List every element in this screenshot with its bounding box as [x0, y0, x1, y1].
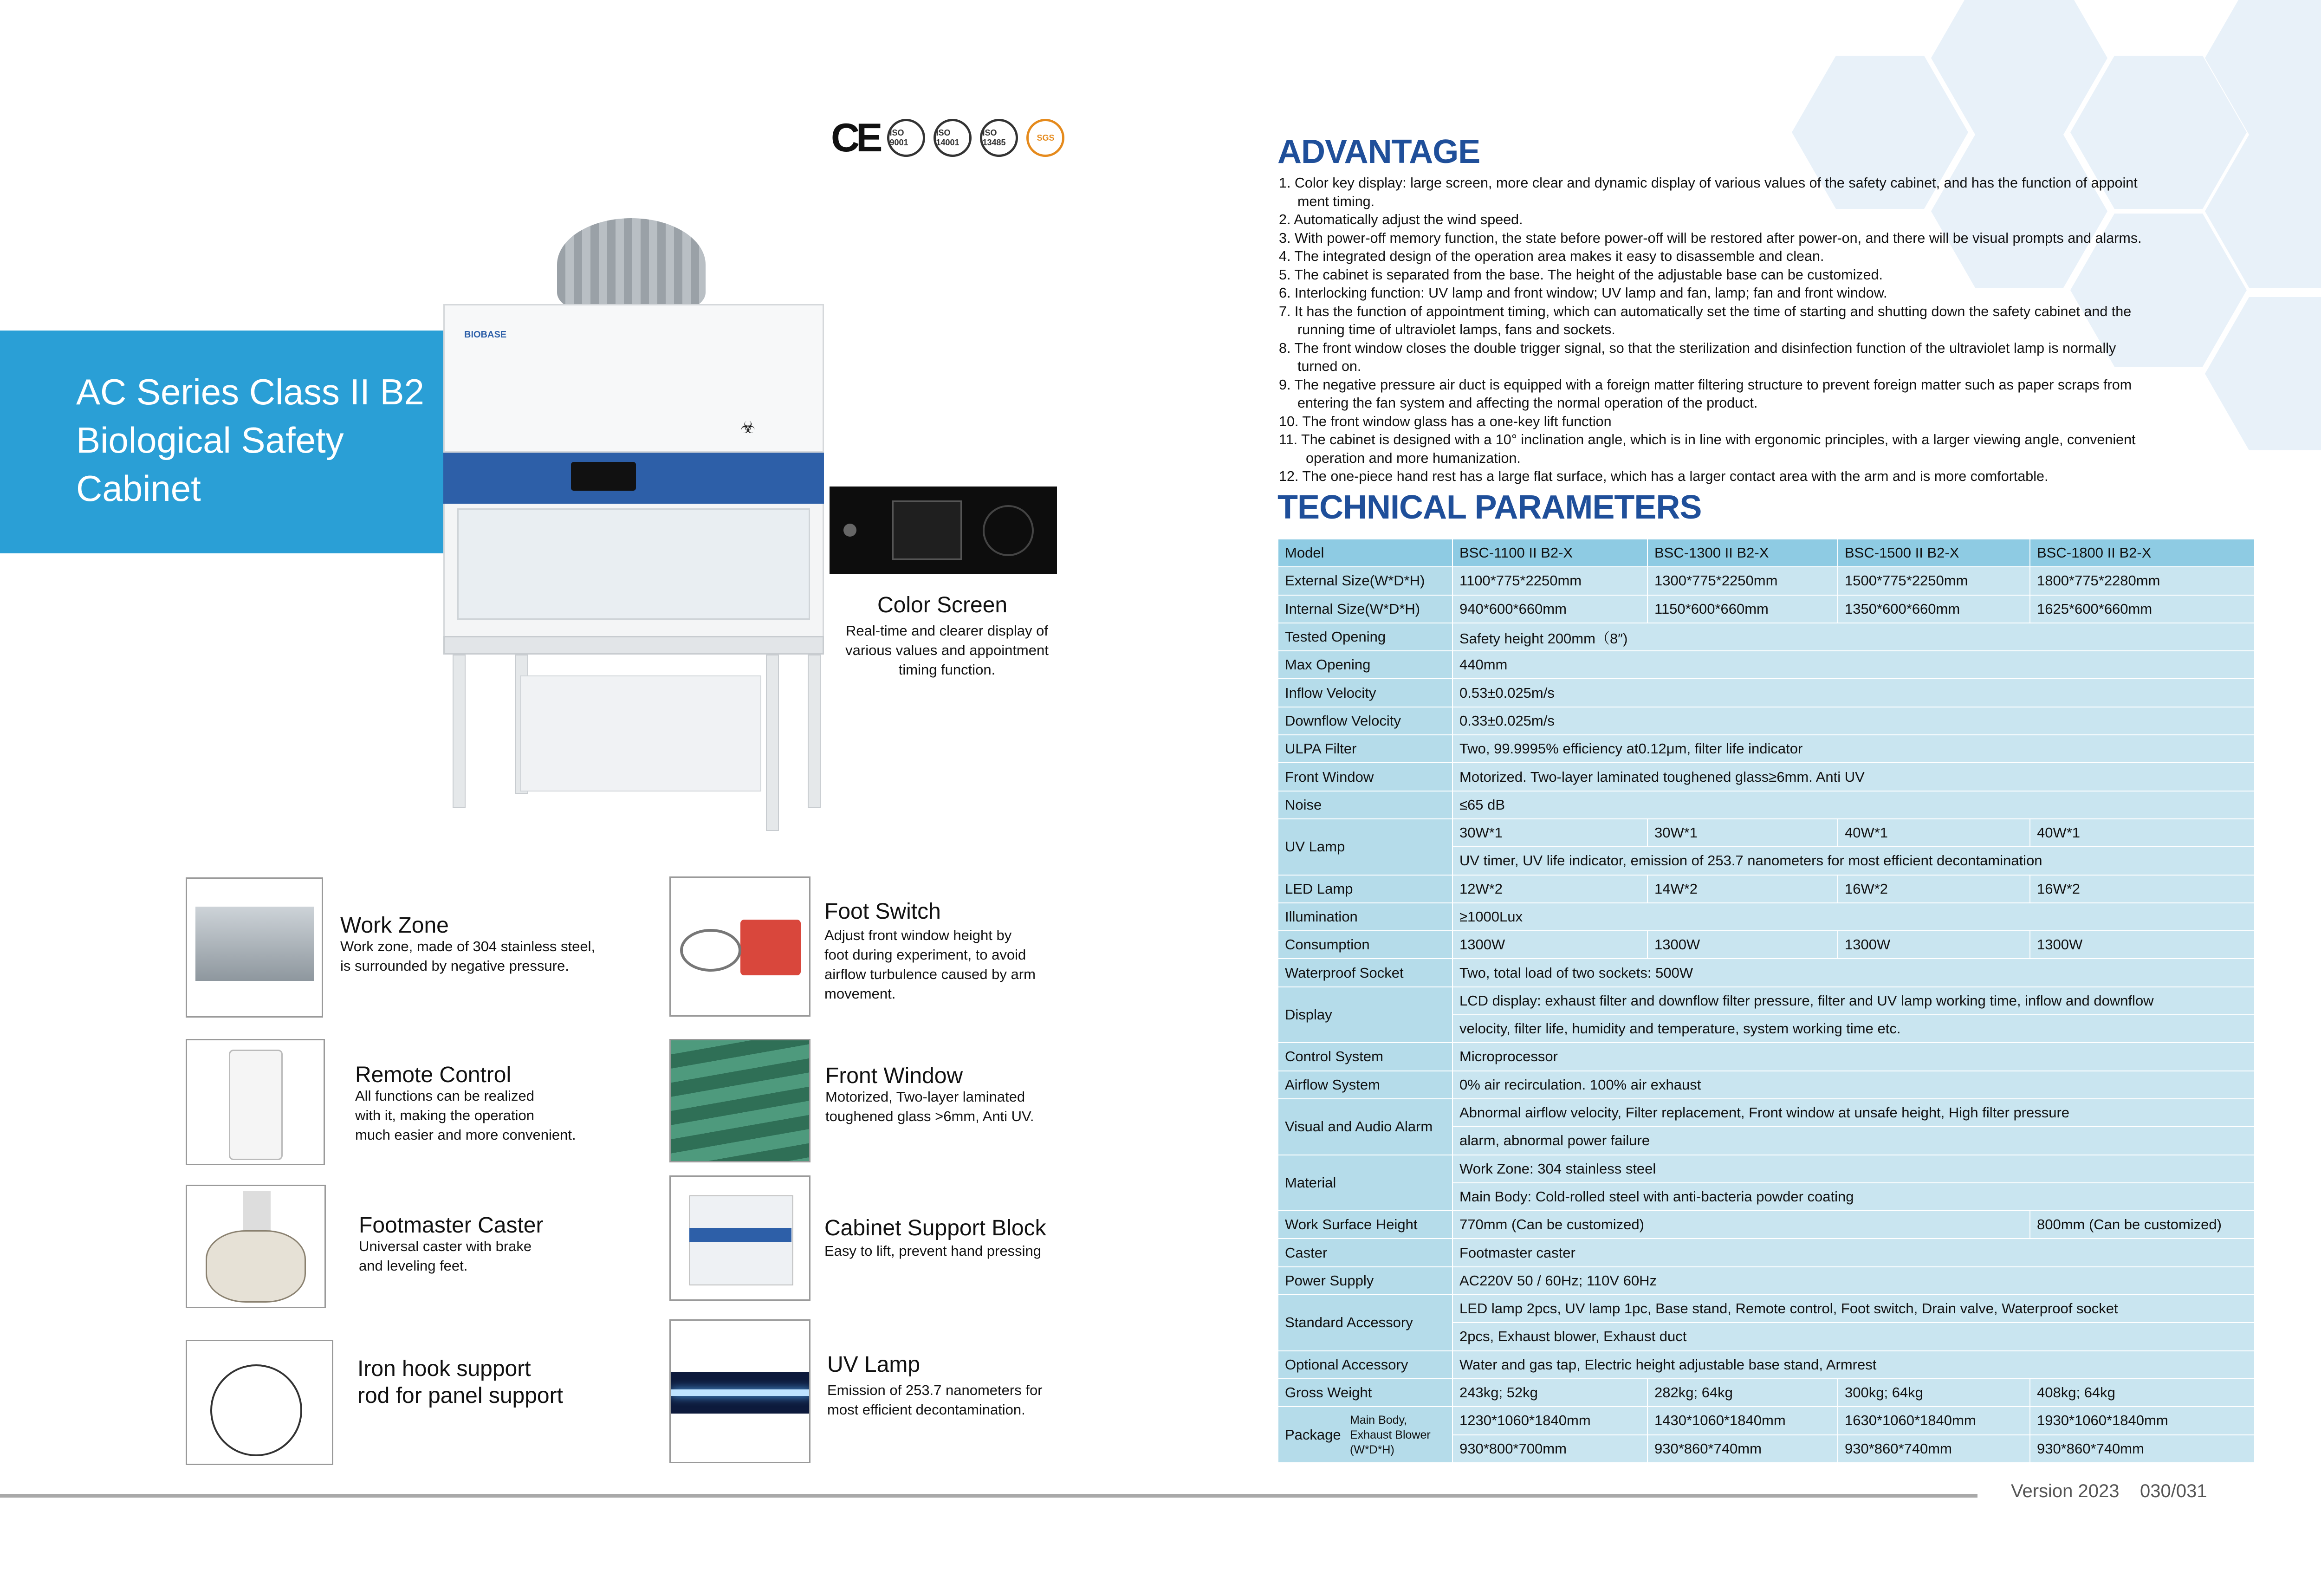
- table-row: Max Opening 440mm: [1278, 651, 2255, 679]
- table-row: 930*800*700mm 930*860*740mm 930*860*740mm 930*860*740mm: [1278, 1435, 2255, 1463]
- table-row: Optional Accessory Water and gas tap, Electric height adjustable base stand, Armrest: [1278, 1351, 2255, 1379]
- table-row: Internal Size(W*D*H) 940*600*660mm 1150*600*660mm 1350*600*660mm 1625*600*660mm: [1278, 595, 2255, 623]
- advantage-heading: ADVANTAGE: [1277, 133, 1480, 170]
- iron-hook-image: [186, 1340, 333, 1465]
- table-row: Gross Weight 243kg; 52kg 282kg; 64kg 300kg; 64kg 408kg; 64kg: [1278, 1379, 2255, 1407]
- table-row: Model BSC-1100 II B2-X BSC-1300 II B2-X BSC-1500 II B2-X BSC-1800 II B2-X: [1278, 539, 2255, 567]
- sgs-logo-icon: SGS: [1026, 119, 1064, 157]
- biohazard-icon: ☣: [740, 418, 756, 437]
- table-row: ULPA Filter Two, 99.9995% efficiency at0.12μm, filter life indicator: [1278, 735, 2255, 763]
- exhaust-duct: [557, 218, 706, 311]
- front-window-image: [669, 1039, 810, 1162]
- table-row: Airflow System 0% air recirculation. 100% air exhaust: [1278, 1071, 2255, 1099]
- cabinet-front-window: [457, 508, 810, 620]
- table-row: 2pcs, Exhaust blower, Exhaust duct: [1278, 1323, 2255, 1350]
- work-zone-image: [186, 877, 323, 1018]
- table-row: Waterproof Socket Two, total load of two sockets: 500W: [1278, 959, 2255, 986]
- color-screen-image: [830, 487, 1057, 574]
- iso14001-logo-icon: ISO 14001: [934, 119, 972, 157]
- feature-title: Front Window: [825, 1064, 963, 1088]
- feature-description: Universal caster with brake and leveling feet.: [359, 1238, 532, 1274]
- table-row: Inflow Velocity 0.53±0.025m/s: [1278, 679, 2255, 707]
- table-row: Consumption 1300W 1300W 1300W 1300W: [1278, 931, 2255, 959]
- feature-title: UV Lamp: [827, 1352, 921, 1377]
- feature-title: Remote Control: [355, 1063, 512, 1087]
- uv-lamp-image: [669, 1319, 810, 1463]
- table-row: alarm, abnormal power failure: [1278, 1127, 2255, 1155]
- feature-description: Easy to lift, prevent hand pressing: [824, 1243, 1041, 1259]
- table-row: External Size(W*D*H) 1100*775*2250mm 1300*775*2250mm 1500*775*2250mm 1800*775*2280mm: [1278, 567, 2255, 595]
- color-screen-description: Real-time and clearer display of various values and appointment timing function.: [845, 623, 1049, 678]
- table-row: Noise ≤65 dB: [1278, 791, 2255, 819]
- footer-rule: [0, 1494, 1977, 1498]
- table-row: Material Work Zone: 304 stainless steel: [1278, 1155, 2255, 1183]
- feature-title: Iron hook support rod for panel support: [357, 1356, 563, 1408]
- feature-title: Work Zone: [340, 913, 449, 938]
- technical-parameters-table: [1277, 538, 2255, 1463]
- table-row: LED Lamp 12W*2 14W*2 16W*2 16W*2: [1278, 875, 2255, 903]
- feature-title: Footmaster Caster: [359, 1213, 544, 1238]
- table-row: Caster Footmaster caster: [1278, 1239, 2255, 1266]
- feature-title: Cabinet Support Block: [824, 1216, 1046, 1240]
- feature-description: Motorized, Two-layer laminated toughened glass >6mm, Anti UV.: [825, 1089, 1034, 1124]
- technical-heading: TECHNICAL PARAMETERS: [1277, 489, 1702, 526]
- cabinet-support-image: [669, 1175, 810, 1301]
- table-row: Front Window Motorized. Two-layer laminated toughened glass≥6mm. Anti UV: [1278, 763, 2255, 791]
- package-label: Package: [1285, 1426, 1341, 1443]
- package-sublabel: Main Body, Exhaust Blower (W*D*H): [1350, 1413, 1431, 1456]
- certification-logos: [831, 117, 1064, 159]
- advantage-list: 1. Color key display: large screen, more clear and dynamic display of various values of the safety cabinet, and has the function of appoint ment timing. 2. Automatically adjust the wind speed. 3. With power-off memory function, the state before power-off will be restored after power-on, and there will be visual prompts and alarms. 4. The integrated design of the operation area makes it easy to disassemble and clean. 5. The cabinet is separated from the base. The height of the adjustable base can be customized. 6. Interlocking function: UV lamp and front window; UV lamp and fan, lamp; fan and front window. 7. It has the function of appointment timing, which can automatically set the time of starting and shutting down the safety cabinet and the running time of ultraviolet lamps, fans and sockets. 8. The front window closes the double trigger signal, so that the sterilization and disinfection function of the ultraviolet lamp is normally turned on. 9. The negative pressure air duct is equipped with a foreign matter filtering structure to prevent foreign matter such as paper scraps from entering the fan system and affecting the normal operation of the product. 10. The front window glass has a one-key lift function 11. The cabinet is designed with a 10° inclination angle, which is in line with ergonomic principles, with a larger viewing angle, convenient operation and more humanization. 12. The one-piece hand rest has a large flat surface, which has a larger contact area with the arm and is more comfortable.: [1279, 175, 2142, 484]
- feature-description: Emission of 253.7 nanometers for most efficient decontamination.: [827, 1382, 1043, 1418]
- cabinet-display-panel: [571, 462, 636, 491]
- feature-description: Work zone, made of 304 stainless steel, is surrounded by negative pressure.: [340, 938, 596, 974]
- ce-mark-icon: CE: [831, 115, 879, 160]
- table-row: Package Main Body, Exhaust Blower (W*D*H) 1230*1060*1840mm 1430*1060*1840mm 1630*1060*1840mm 1930*1060*1840mm: [1278, 1407, 2255, 1434]
- table-row: UV Lamp 30W*1 30W*1 40W*1 40W*1: [1278, 819, 2255, 847]
- control-pad-icon: [983, 505, 1034, 556]
- title-banner: [0, 331, 446, 553]
- table-row: Downflow Velocity 0.33±0.025m/s: [1278, 707, 2255, 735]
- feature-description: Adjust front window height by foot during experiment, to avoid airflow turbulence caused by arm movement.: [824, 927, 1036, 1002]
- table-row: Control System Microprocessor: [1278, 1043, 2255, 1070]
- feature-description: All functions can be realized with it, making the operation much easier and more convenient.: [355, 1088, 576, 1143]
- table-row: Main Body: Cold-rolled steel with anti-bacteria powder coating: [1278, 1183, 2255, 1211]
- iso13485-logo-icon: ISO 13485: [980, 119, 1018, 157]
- table-row: Tested Opening Safety height 200mm（8″): [1278, 623, 2255, 651]
- table-row: UV timer, UV life indicator, emission of 253.7 nanometers for most efficient decontamination: [1278, 847, 2255, 875]
- table-row: Display LCD display: exhaust filter and downflow filter pressure, filter and UV lamp working time, inflow and downflow: [1278, 987, 2255, 1015]
- version-label: Version 2023 030/031: [2011, 1481, 2207, 1501]
- table-row: Illumination ≥1000Lux: [1278, 903, 2255, 931]
- table-row: velocity, filter life, humidity and temperature, system working time etc.: [1278, 1015, 2255, 1043]
- table-row: Visual and Audio Alarm Abnormal airflow velocity, Filter replacement, Front window at unsafe height, High filter pressure: [1278, 1099, 2255, 1127]
- caster-image: [186, 1185, 326, 1308]
- brand-label: BIOBASE: [464, 330, 507, 340]
- table-row: Standard Accessory LED lamp 2pcs, UV lamp 1pc, Base stand, Remote control, Foot switch, Drain valve, Waterproof socket: [1278, 1295, 2255, 1323]
- iso9001-logo-icon: ISO 9001: [887, 119, 925, 157]
- feature-title: Foot Switch: [824, 899, 941, 924]
- foot-switch-image: [669, 876, 810, 1017]
- color-screen-title: Color Screen: [877, 593, 1008, 617]
- table-row: Work Surface Height 770mm (Can be customized) 800mm (Can be customized): [1278, 1211, 2255, 1239]
- remote-control-image: [186, 1039, 325, 1165]
- page-title: AC Series Class II B2 Biological Safety Cabinet: [76, 371, 424, 509]
- table-row: Power Supply AC220V 50 / 60Hz; 110V 60Hz: [1278, 1267, 2255, 1295]
